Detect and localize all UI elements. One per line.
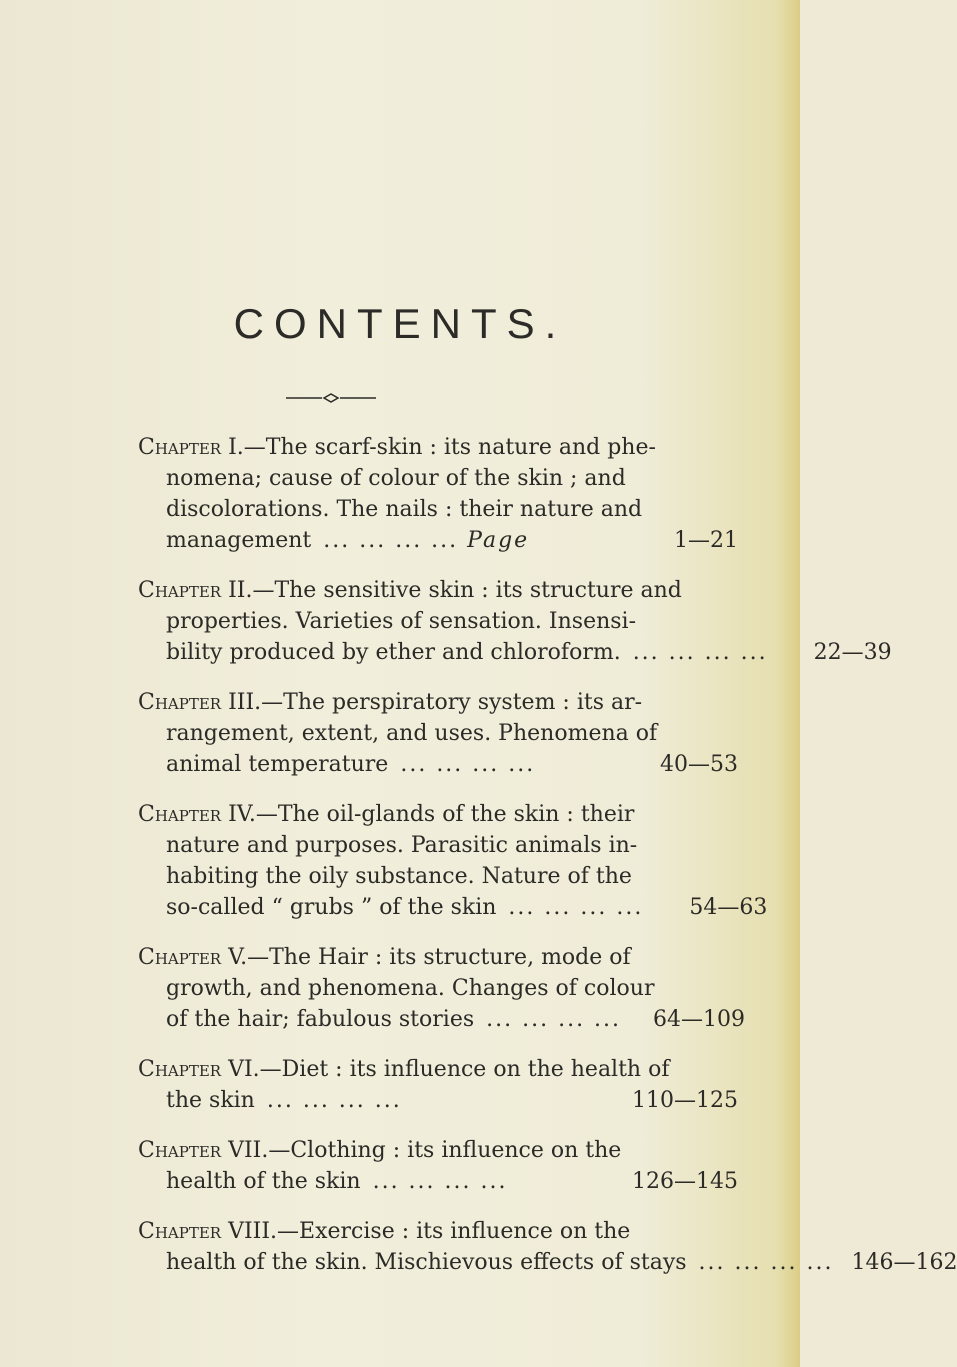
page-range: 1—21 xyxy=(674,528,738,553)
toc-entry xyxy=(138,1054,738,1116)
chapter-description: nature and purposes. Parasitic animals in- xyxy=(166,833,638,858)
leader-dots: ... ... ... ... xyxy=(400,752,536,777)
page-word: Page xyxy=(467,528,530,553)
toc-entry-line xyxy=(138,830,738,861)
chapter-label: Chapter IV. xyxy=(138,802,256,827)
toc-entry xyxy=(138,799,768,923)
toc-entry-line xyxy=(138,861,738,892)
chapter-description: health of the skin. Mischievous effects of stays xyxy=(166,1250,687,1275)
chapter-description: discolorations. The nails : their nature and xyxy=(166,497,643,522)
toc-entry-line xyxy=(138,494,738,525)
chapter-description: properties. Varieties of sensation. Insensi- xyxy=(166,609,637,634)
chapter-label: Chapter VII. xyxy=(138,1138,269,1163)
leader-dots: ... ... ... ... xyxy=(698,1250,834,1275)
toc-entry-line xyxy=(138,1247,957,1278)
toc-entry-line xyxy=(138,1135,738,1166)
toc-entry xyxy=(138,687,738,780)
chapter-description: management xyxy=(166,528,312,553)
leader-dots: ... ... ... ... xyxy=(486,1007,622,1032)
leader-dots: ... ... ... ... xyxy=(266,1088,402,1113)
toc-entry-line xyxy=(138,1216,738,1247)
chapter-description: animal temperature xyxy=(166,752,389,777)
page-title: CONTENTS. xyxy=(233,300,567,347)
page-range: 126—145 xyxy=(632,1169,738,1194)
toc-entry-line xyxy=(138,432,738,463)
page-range: 64—109 xyxy=(653,1007,746,1032)
toc-entry-line xyxy=(138,1004,746,1035)
chapter-description: —Exercise : its influence on the xyxy=(277,1219,631,1244)
leader-dots: ... ... ... ... Page xyxy=(323,528,530,553)
toc-entry-line xyxy=(138,973,738,1004)
chapter-description: health of the skin xyxy=(166,1169,361,1194)
chapter-description: nomena; cause of colour of the skin ; and xyxy=(166,466,626,491)
chapter-label: Chapter III. xyxy=(138,690,262,715)
chapter-description: of the hair; fabulous stories xyxy=(166,1007,475,1032)
table-of-contents xyxy=(138,432,957,1297)
chapter-label: Chapter II. xyxy=(138,578,253,603)
chapter-description: —The perspiratory system : its ar- xyxy=(261,690,643,715)
chapter-description: the skin xyxy=(166,1088,255,1113)
toc-entry-line xyxy=(138,637,892,668)
chapter-label: Chapter I. xyxy=(138,435,244,460)
leader-dots: ... ... ... ... xyxy=(508,895,644,920)
chapter-description: —Diet : its influence on the health of xyxy=(259,1057,670,1082)
page-range: 54—63 xyxy=(689,895,768,920)
page-range: 110—125 xyxy=(632,1088,738,1113)
toc-entry xyxy=(138,1216,957,1278)
ornament-divider xyxy=(286,392,376,404)
toc-entry-line xyxy=(138,718,738,749)
page-range: 40—53 xyxy=(660,752,738,777)
toc-entry xyxy=(138,942,746,1035)
toc-entry-line xyxy=(138,463,738,494)
chapter-description: habiting the oily substance. Nature of the xyxy=(166,864,632,889)
leader-dots: ... ... ... ... xyxy=(632,640,768,665)
chapter-description: rangement, extent, and uses. Phenomena of xyxy=(166,721,658,746)
toc-entry-line xyxy=(138,799,738,830)
chapter-label: Chapter VIII. xyxy=(138,1219,278,1244)
page-range: 146—162 xyxy=(851,1250,957,1275)
chapter-description: growth, and phenomena. Changes of colour xyxy=(166,976,655,1001)
toc-entry-line xyxy=(138,525,738,556)
toc-entry-line xyxy=(138,1054,738,1085)
toc-entry-line xyxy=(138,606,738,637)
toc-entry xyxy=(138,432,738,556)
toc-entry-line xyxy=(138,687,738,718)
page-range: 22—39 xyxy=(813,640,892,665)
toc-entry-line xyxy=(138,892,768,923)
chapter-description: —Clothing : its influence on the xyxy=(268,1138,622,1163)
chapter-description: bility produced by ether and chloroform. xyxy=(166,640,621,665)
toc-entry xyxy=(138,1135,738,1197)
chapter-description: —The sensitive skin : its structure and xyxy=(252,578,682,603)
leader-dots: ... ... ... ... xyxy=(372,1169,508,1194)
chapter-label: Chapter V. xyxy=(138,945,248,970)
toc-entry xyxy=(138,575,892,668)
chapter-description: —The oil-glands of the skin : their xyxy=(255,802,635,827)
toc-entry-line xyxy=(138,1166,738,1197)
toc-entry-line xyxy=(138,575,738,606)
toc-entry-line xyxy=(138,942,738,973)
chapter-label: Chapter VI. xyxy=(138,1057,260,1082)
chapter-description: so-called “ grubs ” of the skin xyxy=(166,895,497,920)
toc-entry-line xyxy=(138,1085,738,1116)
toc-entry-line xyxy=(138,749,738,780)
chapter-description: —The scarf-skin : its nature and phe- xyxy=(243,435,656,460)
chapter-description: —The Hair : its structure, mode of xyxy=(247,945,631,970)
